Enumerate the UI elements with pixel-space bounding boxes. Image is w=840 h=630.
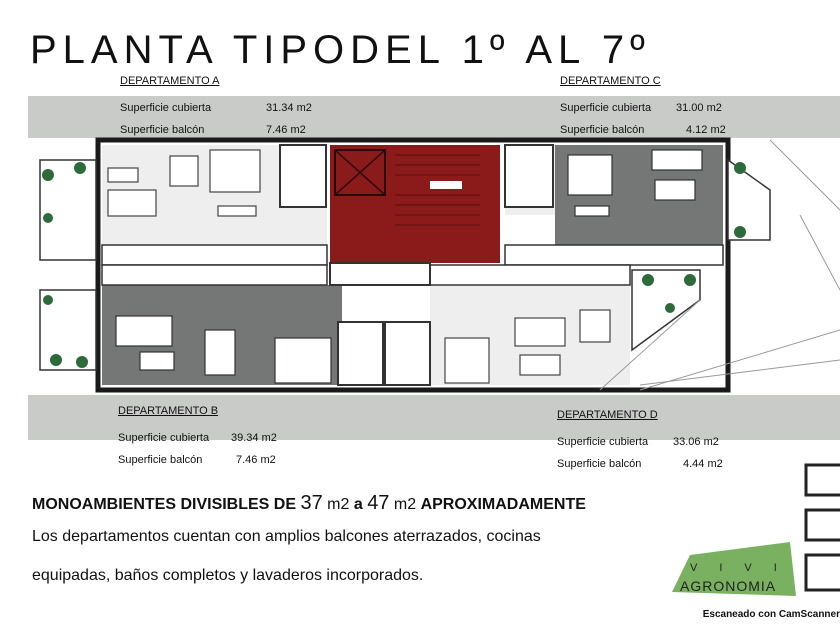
covered-label: Superficie cubierta: [120, 102, 212, 114]
covered-value: 39.34 m2: [231, 432, 277, 444]
bathroom-a: [280, 145, 326, 207]
department-c-name: DEPARTAMENTO C: [560, 75, 661, 87]
right-edge-boxes: [806, 465, 840, 590]
covered-value: 31.34 m2: [266, 102, 312, 114]
balcony-label: Superficie balcón: [557, 458, 642, 470]
balcony-label: Superficie balcón: [118, 454, 203, 466]
balcony-value: 4.12 m2: [686, 124, 726, 136]
logo-line-2: AGRONOMIA: [680, 578, 777, 594]
bathroom-b: [338, 322, 383, 385]
covered-label: Superficie cubierta: [560, 102, 652, 114]
department-b-info: [118, 405, 277, 471]
summary-heading: [32, 492, 586, 515]
department-a-name: DEPARTAMENTO A: [120, 75, 220, 87]
summary-unit2: m2: [389, 496, 421, 513]
covered-label: Superficie cubierta: [118, 432, 210, 444]
department-c-info: [560, 75, 726, 141]
balcony-value: 4.44 m2: [683, 458, 723, 470]
summary-max-size: 47: [367, 492, 390, 514]
department-a-info: [120, 75, 312, 141]
bathroom-d: [385, 322, 430, 385]
summary-min-size: 37: [300, 492, 323, 514]
balcony-c: [728, 160, 770, 240]
covered-label: Superficie cubierta: [557, 436, 649, 448]
summary-unit1: m2: [322, 496, 354, 513]
summary-part2: a: [353, 496, 368, 513]
balcony-value: 7.46 m2: [236, 454, 276, 466]
bathroom-c: [505, 145, 553, 207]
summary-part3: APROXIMADAMENTE: [420, 496, 586, 513]
description-line-1: Los departamentos cuentan con amplios balcones aterrazados, cocinas: [32, 528, 541, 545]
department-d-info: [557, 409, 723, 475]
core-stairs-elevator: [330, 145, 500, 263]
scanner-watermark: Escaneado con CamScanner: [702, 609, 840, 620]
balcony-value: 7.46 m2: [266, 124, 306, 136]
department-b-name: DEPARTAMENTO B: [118, 405, 219, 417]
logo-line-1: VIVI: [690, 562, 799, 574]
page-title: PLANTA TIPODEL 1º AL 7º: [30, 28, 651, 72]
description-line-2: equipadas, baños completos y lavaderos incorporados.: [32, 567, 424, 584]
covered-value: 31.00 m2: [676, 102, 722, 114]
balcony-label: Superficie balcón: [120, 124, 205, 136]
department-d-name: DEPARTAMENTO D: [557, 409, 658, 421]
covered-value: 33.06 m2: [673, 436, 719, 448]
balcony-label: Superficie balcón: [560, 124, 645, 136]
summary-part1: MONOAMBIENTES DIVISIBLES DE: [32, 496, 301, 513]
